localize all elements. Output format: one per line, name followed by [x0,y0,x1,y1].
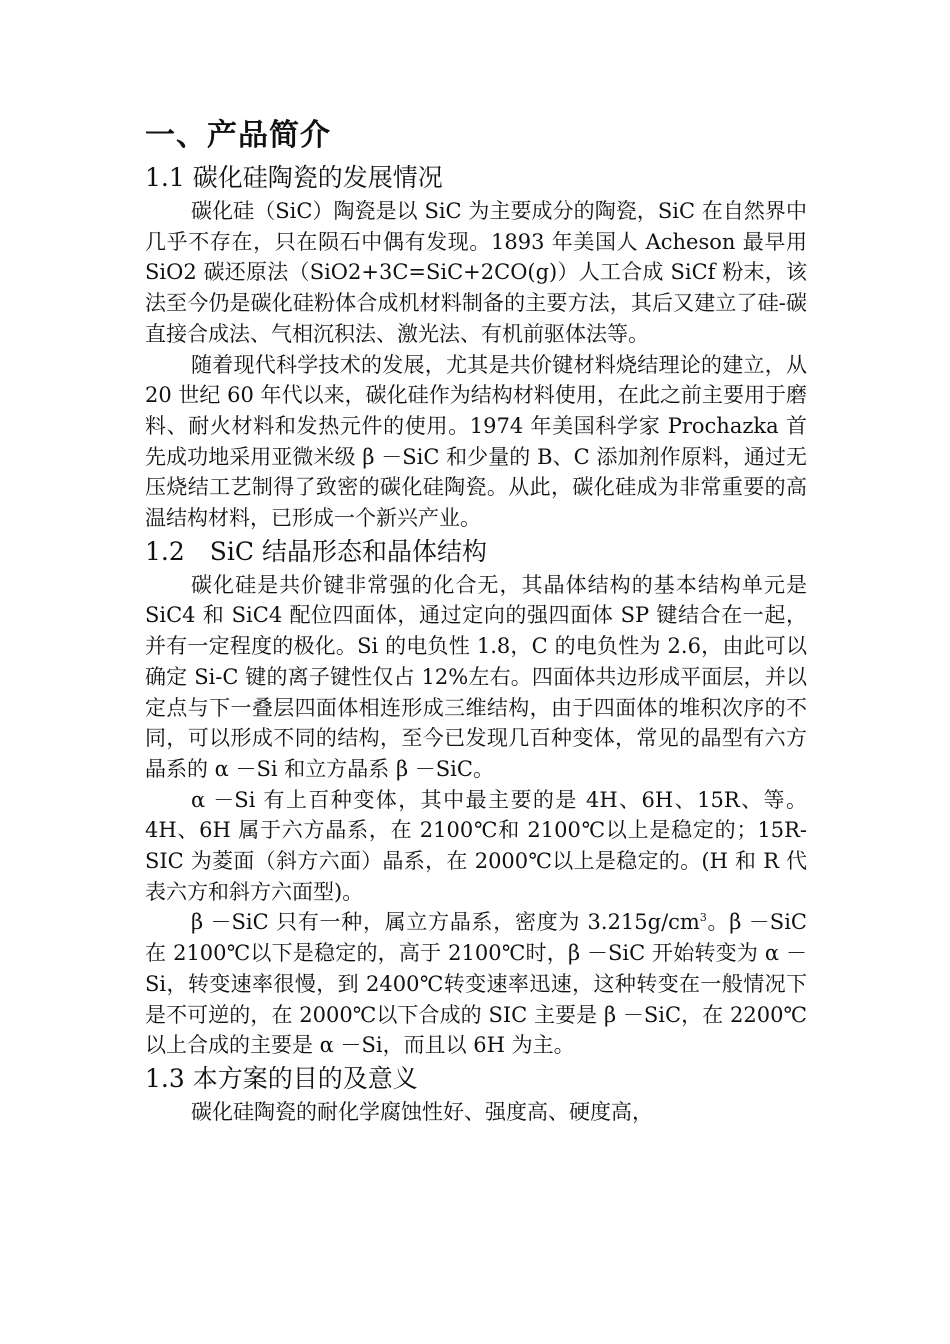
density-paragraph [145,907,807,1061]
section-heading: 1.1 碳化硅陶瓷的发展情况 [145,163,443,192]
paragraph-text: 。β －SiC 在 2100℃以下是稳定的，高于 2100℃时，β －SiC 开始转变为 α －Si，转变速率很慢，到 2400℃转变速率迅速，这种转变在一般情况下是不可逆的，在 2000℃以下合成的 SIC 主要是 β －SiC，在 2200℃以上合成的主要是 α －Si，而且以 6H 为主。 [145,910,807,1058]
superscript: 3 [699,911,707,925]
section-1-3 [145,1061,807,1128]
document-body [145,112,807,1128]
paragraph: 碳化硅陶瓷的耐化学腐蚀性好、强度高、硬度高， [191,1099,653,1124]
section-heading: 1.2 SiC 结晶形态和晶体结构 [145,536,487,566]
section-1-2 [145,534,807,1061]
paragraph: 随着现代科学技术的发展，尤其是共价键材料烧结理论的建立，从 20 世纪 60 年代以来，碳化硅作为结构材料使用，在此之前主要用于磨料、耐火材料和发热元件的使用。1974 年美国科学家 Prochazka 首先成功地采用亚微米级 β －SiC 和少量的 B、C 添加剂作原料，通过无压烧结工艺制得了致密的碳化硅陶瓷。从此，碳化硅成为非常重要的高温结构材料，已形成一个新兴产业。 [145,352,807,531]
document-title: 一、产品简介 [145,118,331,153]
paragraph: 碳化硅是共价键非常强的化合无，其晶体结构的基本结构单元是 SiC4 和 SiC4 配位四面体，通过定向的强四面体 SP 键结合在一起，并有一定程度的极化。Si 的电负性 1.8，C 的电负性为 2.6，由此可以确定 Si-C 键的离子键性仅占 12%左右。四面体共边形成平面层，并以定点与下一叠层四面体相连形成三维结构，由于四面体的堆积次序的不同，可以形成不同的结构，至今已发现几百种变体，常见的晶型有六方晶系的 α －Si 和立方晶系 β －SiC。 [145,572,807,781]
paragraph: α －Si 有上百种变体，其中最主要的是 4H、6H、15R、等。4H、6H 属于六方晶系，在 2100℃和 2100℃以上是稳定的；15R-SIC 为菱面（斜方六面）晶系，在 2000℃以上是稳定的。(H 和 R 代表六方和斜方六面型)。 [145,787,807,904]
paragraph-text: β －SiC 只有一种，属立方晶系，密度为 3.215g/cm [191,910,700,935]
paragraph: 碳化硅（SiC）陶瓷是以 SiC 为主要成分的陶瓷，SiC 在自然界中几乎不存在，只在陨石中偶有发现。1893 年美国人 Acheson 最早用 SiO2 碳还原法（SiO2+3C=SiC+2CO(g)）人工合成 SiCf 粉末，该法至今仍是碳化硅粉体合成机材料制备的主要方法，其后又建立了硅-碳直接合成法、气相沉积法、激光法、有机前驱体法等。 [145,199,807,346]
section-1-1 [145,160,807,534]
section-heading: 1.3 本方案的目的及意义 [145,1063,418,1093]
